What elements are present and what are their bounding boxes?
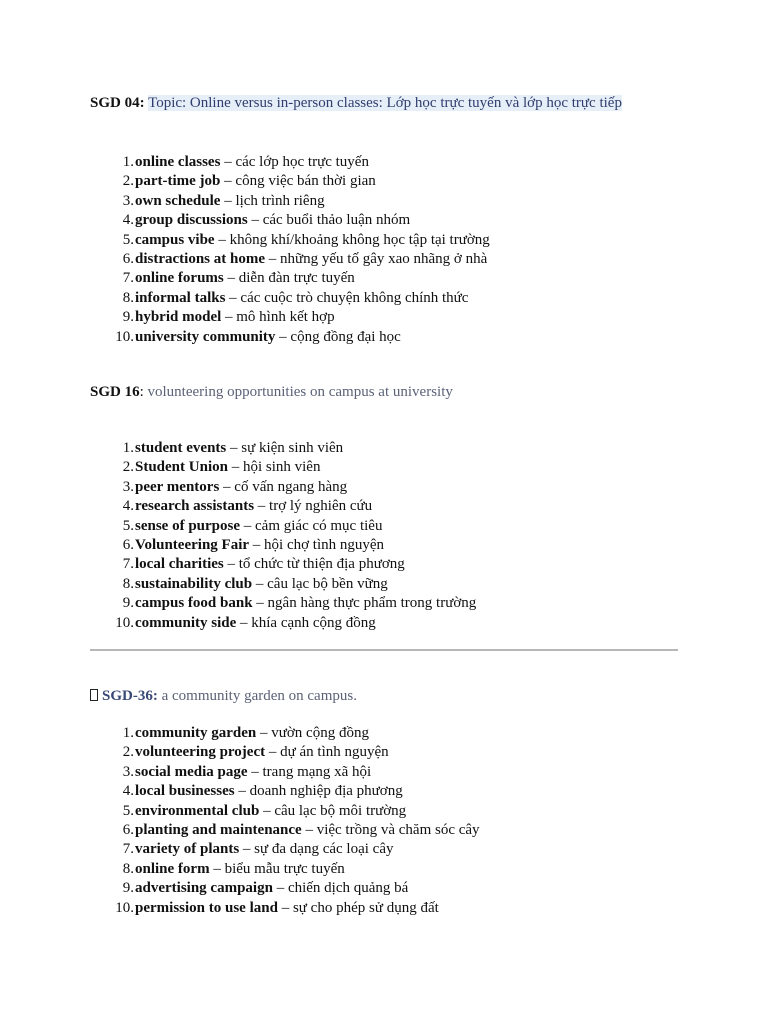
item-number: 4. [122, 212, 134, 229]
item-meaning: – hội chợ tình nguyện [249, 536, 385, 553]
vocab-list [110, 439, 476, 633]
item-number: 8. [122, 289, 134, 306]
missing-glyph-icon [90, 689, 98, 701]
list-item [110, 328, 490, 347]
list-item [110, 289, 490, 308]
item-number: 4. [122, 498, 134, 515]
item-number: 8. [122, 575, 134, 592]
item-number: 1. [122, 440, 134, 456]
vocab-list [110, 153, 490, 347]
list-item [110, 231, 490, 250]
item-term: Student Union [135, 459, 228, 476]
item-meaning: – hội sinh viên [227, 459, 321, 476]
item-meaning: – lịch trình riêng [220, 192, 325, 209]
item-meaning: – vườn cộng đồng [256, 725, 369, 741]
item-meaning: – biểu mẫu trực tuyến [209, 860, 345, 877]
list-item [110, 517, 476, 536]
item-term: advertising campaign [135, 880, 273, 897]
item-term: research assistants [135, 498, 255, 515]
item-number: 7. [122, 270, 134, 287]
list-item [110, 821, 480, 840]
item-number: 3. [122, 478, 134, 495]
item-number: 2. [122, 173, 134, 190]
item-term: online form [135, 860, 210, 877]
item-term: university community [135, 328, 276, 345]
item-term: informal talks [135, 289, 226, 306]
item-term: sense of purpose [135, 517, 241, 534]
item-meaning: – không khí/khoảng không học tập tại trường [214, 231, 490, 248]
item-number: 5. [122, 231, 134, 248]
item-meaning: – cộng đồng đại học [275, 328, 401, 345]
item-number: 2. [122, 744, 134, 761]
item-term: community garden [135, 725, 257, 741]
item-meaning: – ngân hàng thực phẩm trong trường [252, 595, 477, 612]
item-term: campus food bank [135, 595, 253, 612]
section-topic: Topic: Online versus in-person classes: Lớp học trực tuyến và lớp học trực tiếp [148, 95, 622, 111]
section-sgd-16 [90, 382, 690, 403]
item-number: 8. [122, 860, 134, 877]
list-item [110, 269, 490, 288]
section-heading [90, 382, 690, 403]
item-term: online classes [135, 154, 221, 170]
item-meaning: – sự đa dạng các loại cây [239, 841, 394, 858]
item-term: local businesses [135, 783, 235, 800]
item-number: 10. [115, 328, 134, 345]
list-item [110, 478, 476, 497]
item-term: permission to use land [135, 899, 278, 916]
item-term: group discussions [135, 212, 248, 229]
item-meaning: – sự cho phép sử dụng đất [277, 899, 439, 916]
list-item [110, 308, 490, 327]
list-item [110, 724, 480, 743]
list-item [110, 497, 476, 516]
item-term: volunteering project [135, 744, 266, 761]
item-number: 7. [122, 556, 134, 573]
item-meaning: – cảm giác có mục tiêu [240, 517, 383, 534]
section-topic: volunteering opportunities on campus at university [147, 384, 453, 400]
item-number: 6. [122, 536, 134, 553]
item-meaning: – công việc bán thời gian [220, 173, 376, 190]
item-meaning: – tổ chức từ thiện địa phương [223, 556, 405, 573]
section-topic: a community garden on campus. [157, 688, 357, 704]
item-term: planting and maintenance [135, 821, 302, 838]
item-meaning: – các lớp học trực tuyến [220, 154, 369, 170]
section-heading [90, 93, 670, 114]
item-meaning: – khía cạnh cộng đồng [236, 614, 376, 631]
item-term: distractions at home [135, 250, 265, 267]
item-number: 9. [122, 309, 134, 326]
list-item [110, 172, 490, 191]
item-meaning: – câu lạc bộ bền vững [252, 575, 388, 592]
list-item [110, 879, 480, 898]
item-number: 3. [122, 192, 134, 209]
list-item [110, 614, 476, 633]
list-item [110, 439, 476, 458]
vocab-list [110, 724, 480, 918]
item-number: 1. [122, 154, 134, 170]
item-number: 6. [122, 821, 134, 838]
item-term: local charities [135, 556, 224, 573]
list-item [110, 594, 476, 613]
item-term: online forums [135, 270, 224, 287]
section-sgd-04 [90, 93, 690, 114]
list-item [110, 555, 476, 574]
item-meaning: – các buổi thảo luận nhóm [247, 212, 411, 229]
item-term: Volunteering Fair [135, 536, 250, 553]
item-number: 5. [122, 802, 134, 819]
item-number: 9. [122, 595, 134, 612]
item-term: community side [135, 614, 237, 631]
item-meaning: – chiến dịch quảng bá [272, 880, 409, 897]
item-number: 10. [115, 614, 134, 631]
item-meaning: – những yếu tố gây xao nhãng ở nhà [265, 250, 488, 267]
section-code: SGD-36: [102, 688, 158, 704]
list-item [110, 763, 480, 782]
section-code: SGD 04: [90, 95, 145, 111]
list-item [110, 250, 490, 269]
list-item [110, 192, 490, 211]
item-meaning: – mô hình kết hợp [221, 309, 335, 326]
list-item [110, 153, 490, 172]
item-meaning: – các cuộc trò chuyện không chính thức [225, 289, 469, 306]
item-term: environmental club [135, 802, 260, 819]
item-meaning: – việc trồng và chăm sóc cây [301, 821, 480, 838]
item-number: 4. [122, 783, 134, 800]
list-item [110, 211, 490, 230]
item-term: variety of plants [135, 841, 240, 858]
list-item [110, 743, 480, 762]
item-number: 1. [122, 725, 134, 741]
item-number: 2. [122, 459, 134, 476]
list-item [110, 782, 480, 801]
section-sgd-36 [90, 686, 690, 707]
item-term: student events [135, 440, 227, 456]
item-meaning: – câu lạc bộ môi trường [259, 802, 407, 819]
list-item [110, 899, 480, 918]
item-meaning: – diễn đàn trực tuyến [223, 270, 355, 287]
item-meaning: – sự kiện sinh viên [226, 440, 344, 456]
section-code: SGD 16 [90, 384, 140, 400]
item-meaning: – doanh nghiệp địa phương [234, 783, 403, 800]
item-term: campus vibe [135, 231, 215, 248]
list-item [110, 840, 480, 859]
item-number: 3. [122, 763, 134, 780]
item-term: sustainability club [135, 575, 253, 592]
item-number: 6. [122, 250, 134, 267]
item-number: 9. [122, 880, 134, 897]
list-item [110, 802, 480, 821]
item-meaning: – trợ lý nghiên cứu [254, 498, 373, 515]
item-term: hybrid model [135, 309, 222, 326]
list-item [110, 575, 476, 594]
item-term: part-time job [135, 173, 221, 190]
item-number: 5. [122, 517, 134, 534]
item-meaning: – dự án tình nguyện [265, 744, 389, 761]
item-term: social media page [135, 763, 248, 780]
item-number: 10. [115, 899, 134, 916]
horizontal-divider [90, 649, 678, 651]
section-separator: : [139, 384, 148, 400]
section-heading [90, 686, 690, 707]
list-item [110, 536, 476, 555]
list-item [110, 458, 476, 477]
item-term: own schedule [135, 192, 221, 209]
item-meaning: – cố vấn ngang hàng [219, 478, 348, 495]
list-item [110, 860, 480, 879]
item-number: 7. [122, 841, 134, 858]
item-term: peer mentors [135, 478, 220, 495]
item-meaning: – trang mạng xã hội [247, 763, 372, 780]
